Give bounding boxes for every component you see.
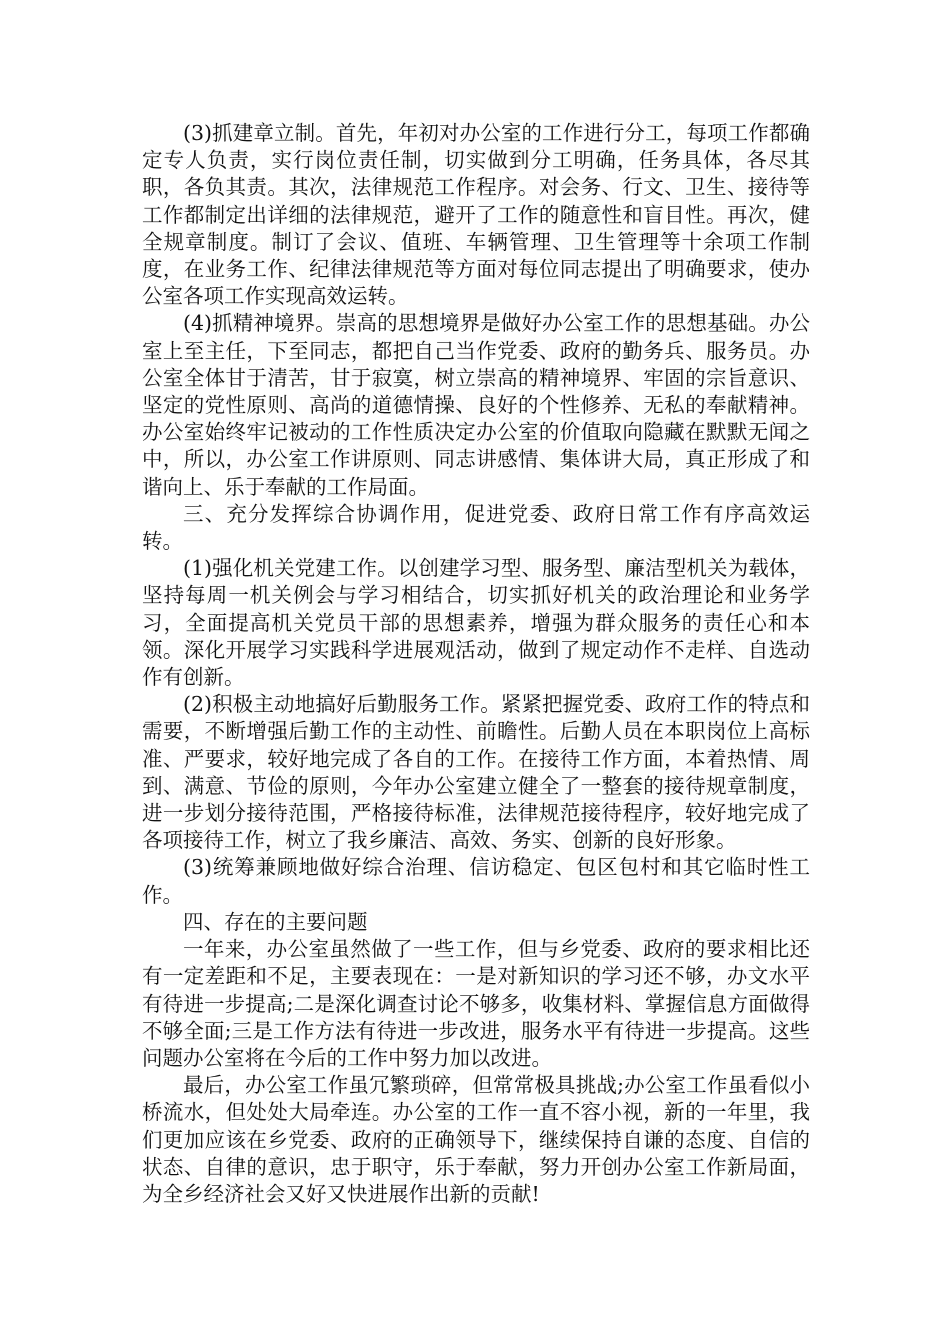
section-heading-problems: 四、存在的主要问题 bbox=[183, 909, 368, 934]
paragraph-problems: 一年来，办公室虽然做了一些工作，但与乡党委、政府的要求相比还有一定差距和不足，主要表现在：一是对新知识的学习还不够，办文水平有待进一步提高;二是深化调查讨论不够多，收集材料、掌握信息方面做得不够全面;三是工作方法有待进一步改进，服务水平有待进一步提高。这些问题办公室将在今后的工作中努力加以改进。 bbox=[142, 937, 810, 1070]
paragraph-office-rules: (3)抓建章立制。首先，年初对办公室的工作进行分工，每项工作都确定专人负责，实行岗位责任制，切实做到分工明确，任务具体，各尽其职，各负其责。其次，法律规范工作程序。对会务、行文、卫生、接待等工作都制定出详细的法律规范，避开了工作的随意性和盲目性。再次，健全规章制度。制订了会议、值班、车辆管理、卫生管理等十余项工作制度，在业务工作、纪律法律规范等方面对每位同志提出了明确要求，使办公室各项工作实现高效运转。 bbox=[142, 121, 810, 309]
document-body bbox=[142, 120, 810, 1208]
paragraph-conclusion: 最后，办公室工作虽冗繁琐碎，但常常极具挑战;办公室工作虽看似小桥流水，但处处大局牵连。办公室的工作一直不容小视，新的一年里，我们更加应该在乡党委、政府的正确领导下，继续保持自谦的态度、自信的状态、自律的意识，忠于职守，乐于奉献，努力开创办公室工作新局面，为全乡经济社会又好又快进展作出新的贡献! bbox=[142, 1073, 810, 1206]
paragraph-spiritual-realm: (4)抓精神境界。崇高的思想境界是做好办公室工作的思想基础。办公室上至主任，下至同志，都把自己当作党委、政府的勤务兵、服务员。办公室全体甘于清苦，甘于寂寞，树立崇高的精神境界、牢固的宗旨意识、坚定的党性原则、高尚的道德情操、良好的个性修养、无私的奉献精神。办公室始终牢记被动的工作性质决定办公室的价值取向隐藏在默默无闻之中，所以，办公室工作讲原则、同志讲感情、集体讲大局，真正形成了和谐向上、乐于奉献的工作局面。 bbox=[142, 311, 810, 499]
paragraph-party-building: (1)强化机关党建工作。以创建学习型、服务型、廉洁型机关为载体，坚持每周一机关例会与学习相结合，切实抓好机关的政治理论和业务学习，全面提高机关党员干部的思想素养，增强为群众服务的责任心和本领。深化开展学习实践科学进展观活动，做到了规定动作不走样、自选动作有创新。 bbox=[142, 556, 810, 690]
paragraph-comprehensive-work: (3)统筹兼顾地做好综合治理、信访稳定、包区包村和其它临时性工作。 bbox=[142, 855, 810, 907]
section-heading-coordination: 三、充分发挥综合协调作用，促进党委、政府日常工作有序高效运转。 bbox=[142, 501, 810, 554]
paragraph-logistics-service: (2)积极主动地搞好后勤服务工作。紧紧把握党委、政府工作的特点和需要，不断增强后勤工作的主动性、前瞻性。后勤人员在本职岗位上高标准、严要求，较好地完成了各自的工作。在接待工作方面，本着热情、周到、满意、节俭的原则，今年办公室建立健全了一整套的接待规章制度，进一步划分接待范围，严格接待标准，法律规范接待程序，较好地完成了各项接待工作，树立了我乡廉洁、高效、务实、创新的良好形象。 bbox=[142, 692, 810, 853]
